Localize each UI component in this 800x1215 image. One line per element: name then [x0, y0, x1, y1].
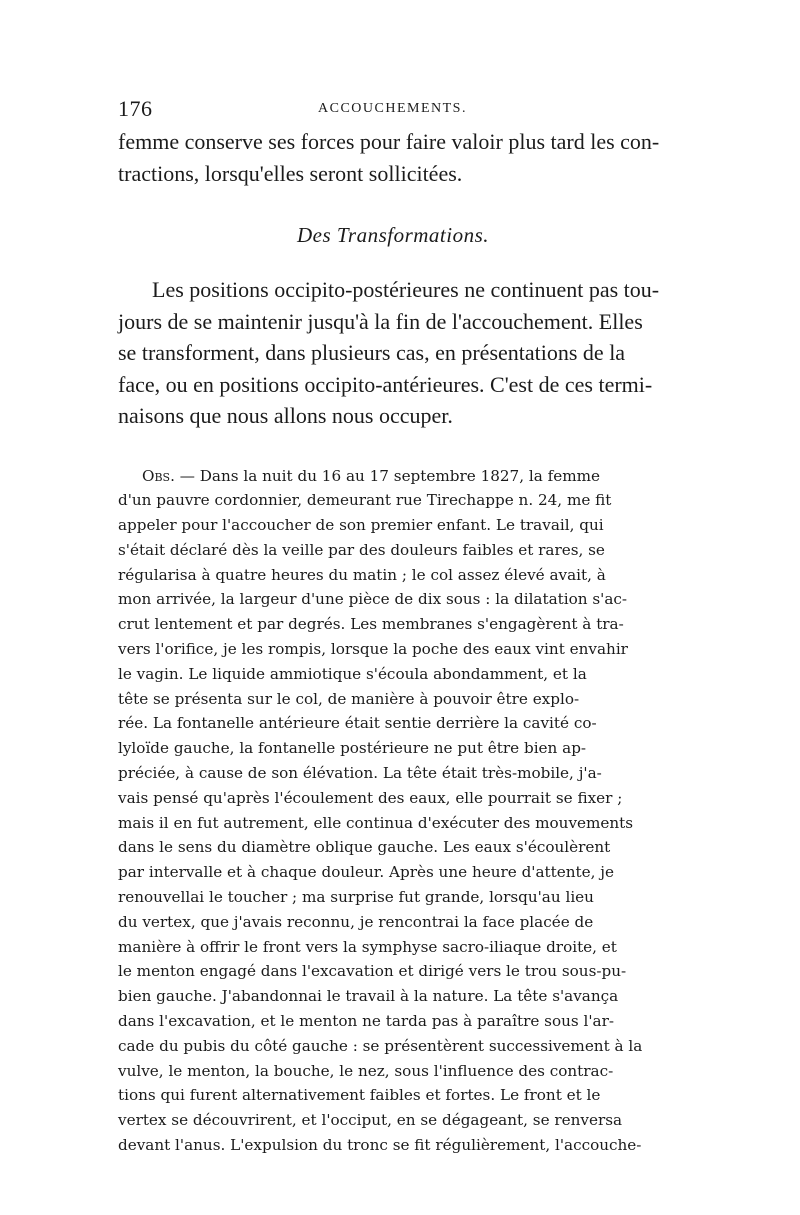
running-title: ACCOUCHEMENTS. — [318, 101, 467, 116]
text-line: jours de se maintenir jusqu'à la fin de l'accouchement. Elles — [118, 308, 643, 334]
text-line: vulve, le menton, la bouche, le nez, sous l'influence des contrac- — [118, 1061, 614, 1080]
text-line: lyloïde gauche, la fontanelle postérieure ne put être bien ap- — [118, 739, 587, 758]
text-line: mon arrivée, la largeur d'une pièce de dix sous : la dilatation s'ac- — [118, 590, 628, 609]
text-line: d'un pauvre cordonnier, demeurant rue Tirechappe n. 24, me fit — [118, 491, 612, 510]
text-line: tions qui furent alternativement faibles et fortes. Le front et le — [118, 1086, 601, 1105]
text-line: renouvellai le toucher ; ma surprise fut grande, lorsqu'au lieu — [118, 888, 594, 907]
text-line: manière à offrir le front vers la symphyse sacro-iliaque droite, et — [118, 937, 617, 956]
text-line: du vertex, que j'avais reconnu, je rencontrai la face placée de — [118, 912, 594, 931]
text-line: bien gauche. J'abandonnai le travail à la nature. La tête s'avança — [118, 987, 619, 1006]
text-line: vertex se découvrirent, et l'occiput, en se dégageant, se renversa — [118, 1111, 623, 1130]
text-line: naisons que nous allons nous occuper. — [118, 403, 453, 428]
text-line: tête se présenta sur le col, de manière à pouvoir être explo- — [118, 689, 580, 708]
text-line: devant l'anus. L'expulsion du tronc se fit régulièrement, l'accouche- — [118, 1136, 642, 1155]
text-line: rée. La fontanelle antérieure était sentie derrière la cavité co- — [118, 714, 597, 733]
book-page — [118, 96, 668, 1158]
text-line: s'était déclaré dès la veille par des douleurs faibles et rares, se — [118, 540, 605, 559]
text-line: face, ou en positions occipito-antérieures. C'est de ces termi- — [118, 371, 653, 397]
body-paragraph — [118, 274, 668, 432]
page-header — [118, 96, 668, 126]
text-line: Les positions occipito-postérieures ne continuent pas tou- — [152, 277, 660, 302]
text-line: cade du pubis du côté gauche : se présentèrent successivement à la — [118, 1036, 643, 1055]
text-line: femme conserve ses forces pour faire valoir plus tard les con- — [118, 129, 660, 154]
page-number: 176 — [118, 96, 153, 121]
text-line — [118, 464, 668, 489]
text-line: dans le sens du diamètre oblique gauche. Les eaux s'écoulèrent — [118, 838, 611, 857]
text-line: le vagin. Le liquide ammiotique s'écoula abondamment, et la — [118, 664, 587, 683]
text-line: régularisa à quatre heures du matin ; le col assez élevé avait, à — [118, 565, 606, 584]
text-line: le menton engagé dans l'excavation et dirigé vers le trou sous-pu- — [118, 962, 627, 981]
text-line: crut lentement et par degrés. Les membranes s'engagèrent à tra- — [118, 615, 624, 634]
text-line: vers l'orifice, je les rompis, lorsque la poche des eaux vint envahir — [118, 640, 628, 659]
section-title: Des Transformations. — [296, 223, 490, 247]
text-line: par intervalle et à chaque douleur. Après une heure d'attente, je — [118, 863, 614, 882]
text-line: se transforment, dans plusieurs cas, en présentations de la — [118, 340, 626, 365]
text-line: vais pensé qu'après l'écoulement des eaux, elle pourrait se fixer ; — [118, 788, 623, 807]
observation-first-line: — Dans la nuit du 16 au 17 septembre 1827, la femme — [174, 466, 601, 485]
text-line: mais il en fut autrement, elle continua d'exécuter des mouvements — [118, 813, 634, 832]
observation-paragraph — [118, 464, 668, 1158]
observation-label: Obs. — [142, 466, 175, 485]
text-line: tractions, lorsqu'elles seront sollicitées. — [118, 160, 463, 186]
intro-paragraph — [118, 126, 668, 189]
text-line: dans l'excavation, et le menton ne tarda pas à paraître sous l'ar- — [118, 1012, 614, 1031]
text-line: appeler pour l'accoucher de son premier enfant. Le travail, qui — [118, 516, 604, 535]
text-line: préciée, à cause de son élévation. La tête était très-mobile, j'a- — [118, 764, 602, 783]
